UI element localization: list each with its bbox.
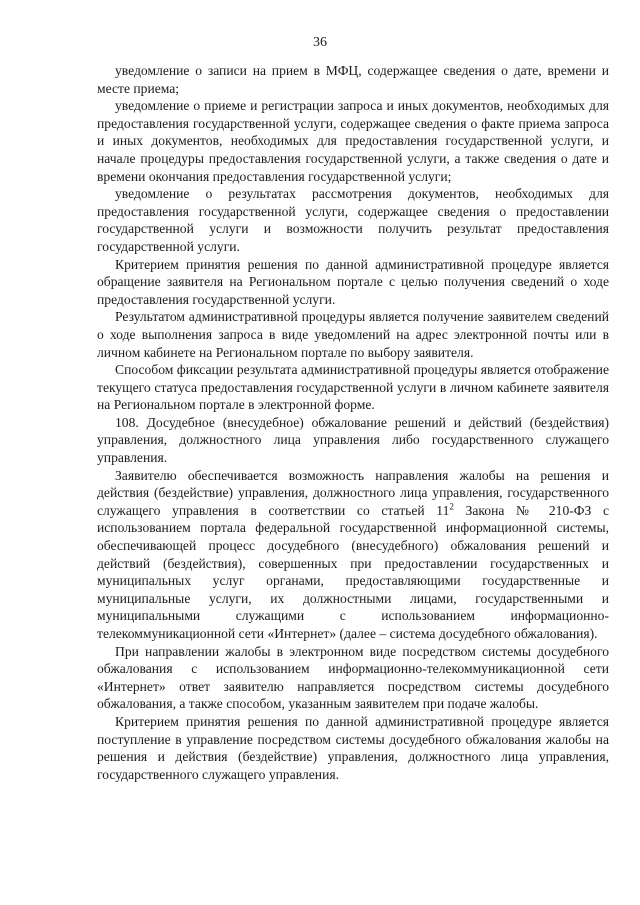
paragraph-fixation-method: Способом фиксации результата административной процедуры является отображение текущего статуса предоставления государственной услуги в личном кабинете заявителя на Региональном портале в электронной форме.	[97, 362, 609, 413]
paragraph-section-108: 108. Досудебное (внесудебное) обжалование решений и действий (бездействия) управления, должностного лица управления либо государственного служащего управления.	[97, 414, 609, 466]
complaint-right-text-after: Закона № 210-ФЗ с использованием портала федеральной государственной информационной системы, обеспечивающей процесс досудебного (внесудебного) обжалования решений и действий (бездействия), совершенных при предоставлении государственных и муниципальных услуг органами, предоставляющими государственные и муниципальные услуги, их должностными лицами, государственными и муниципальными служащими с использованием информационно-телекоммуникационной сети «Интернет» (далее – система досудебного обжалования).	[97, 502, 609, 641]
document-body	[97, 62, 609, 783]
paragraph-decision-criterion: Критерием принятия решения по данной административной процедуре является обращение заявителя на Региональном портале с целью получения сведений о ходе предоставления государственной услуги.	[97, 256, 609, 307]
paragraph-procedure-result: Результатом административной процедуры является получение заявителем сведений о ходе выполнения запроса в виде уведомлений на адрес электронной почты или в личном кабинете на Региональном портале по выбору заявителя.	[97, 309, 609, 360]
paragraph-notice-appointment: уведомление о записи на прием в МФЦ, содержащее сведения о дате, времени и месте приема;	[97, 63, 609, 96]
paragraph-complaint-right	[97, 467, 609, 643]
paragraph-notice-registration: уведомление о приеме и регистрации запроса и иных документов, необходимых для предоставления государственной услуги, содержащее сведения о факте приема запроса и иных документов, необходимых для предоставления государственной услуги, и начале процедуры предоставления государственной услуги, а также сведения о дате и времени окончания предоставления государственной услуги;	[97, 98, 609, 184]
complaint-right-text-before: Заявителю обеспечивается возможность направления жалобы на решения и действия (бездействие) управления, должностного лица управления, государственного служащего управления в соответствии со статьей 11	[97, 467, 609, 518]
paragraph-complaint-criterion: Критерием принятия решения по данной административной процедуре является поступление в управление посредством системы досудебного обжалования жалобы на решения и действия (бездействие) управления, должностного лица управления, государственного служащего управления.	[97, 713, 609, 782]
paragraph-electronic-complaint: При направлении жалобы в электронном виде посредством системы досудебного обжалования с использованием информационно-телекоммуникационной сети «Интернет» ответ заявителю направляется посредством системы досудебного обжалования, а также способом, указанным заявителем при подаче жалобы.	[97, 643, 609, 712]
page-number: 36	[313, 35, 327, 50]
paragraph-notice-results: уведомление о результатах рассмотрения документов, необходимых для предоставления государственной услуги, содержащее сведения о предоставлении государственной услуги и возможности получить результат предоставления государственной услуги.	[97, 186, 609, 254]
article-superscript: 2	[449, 501, 454, 512]
